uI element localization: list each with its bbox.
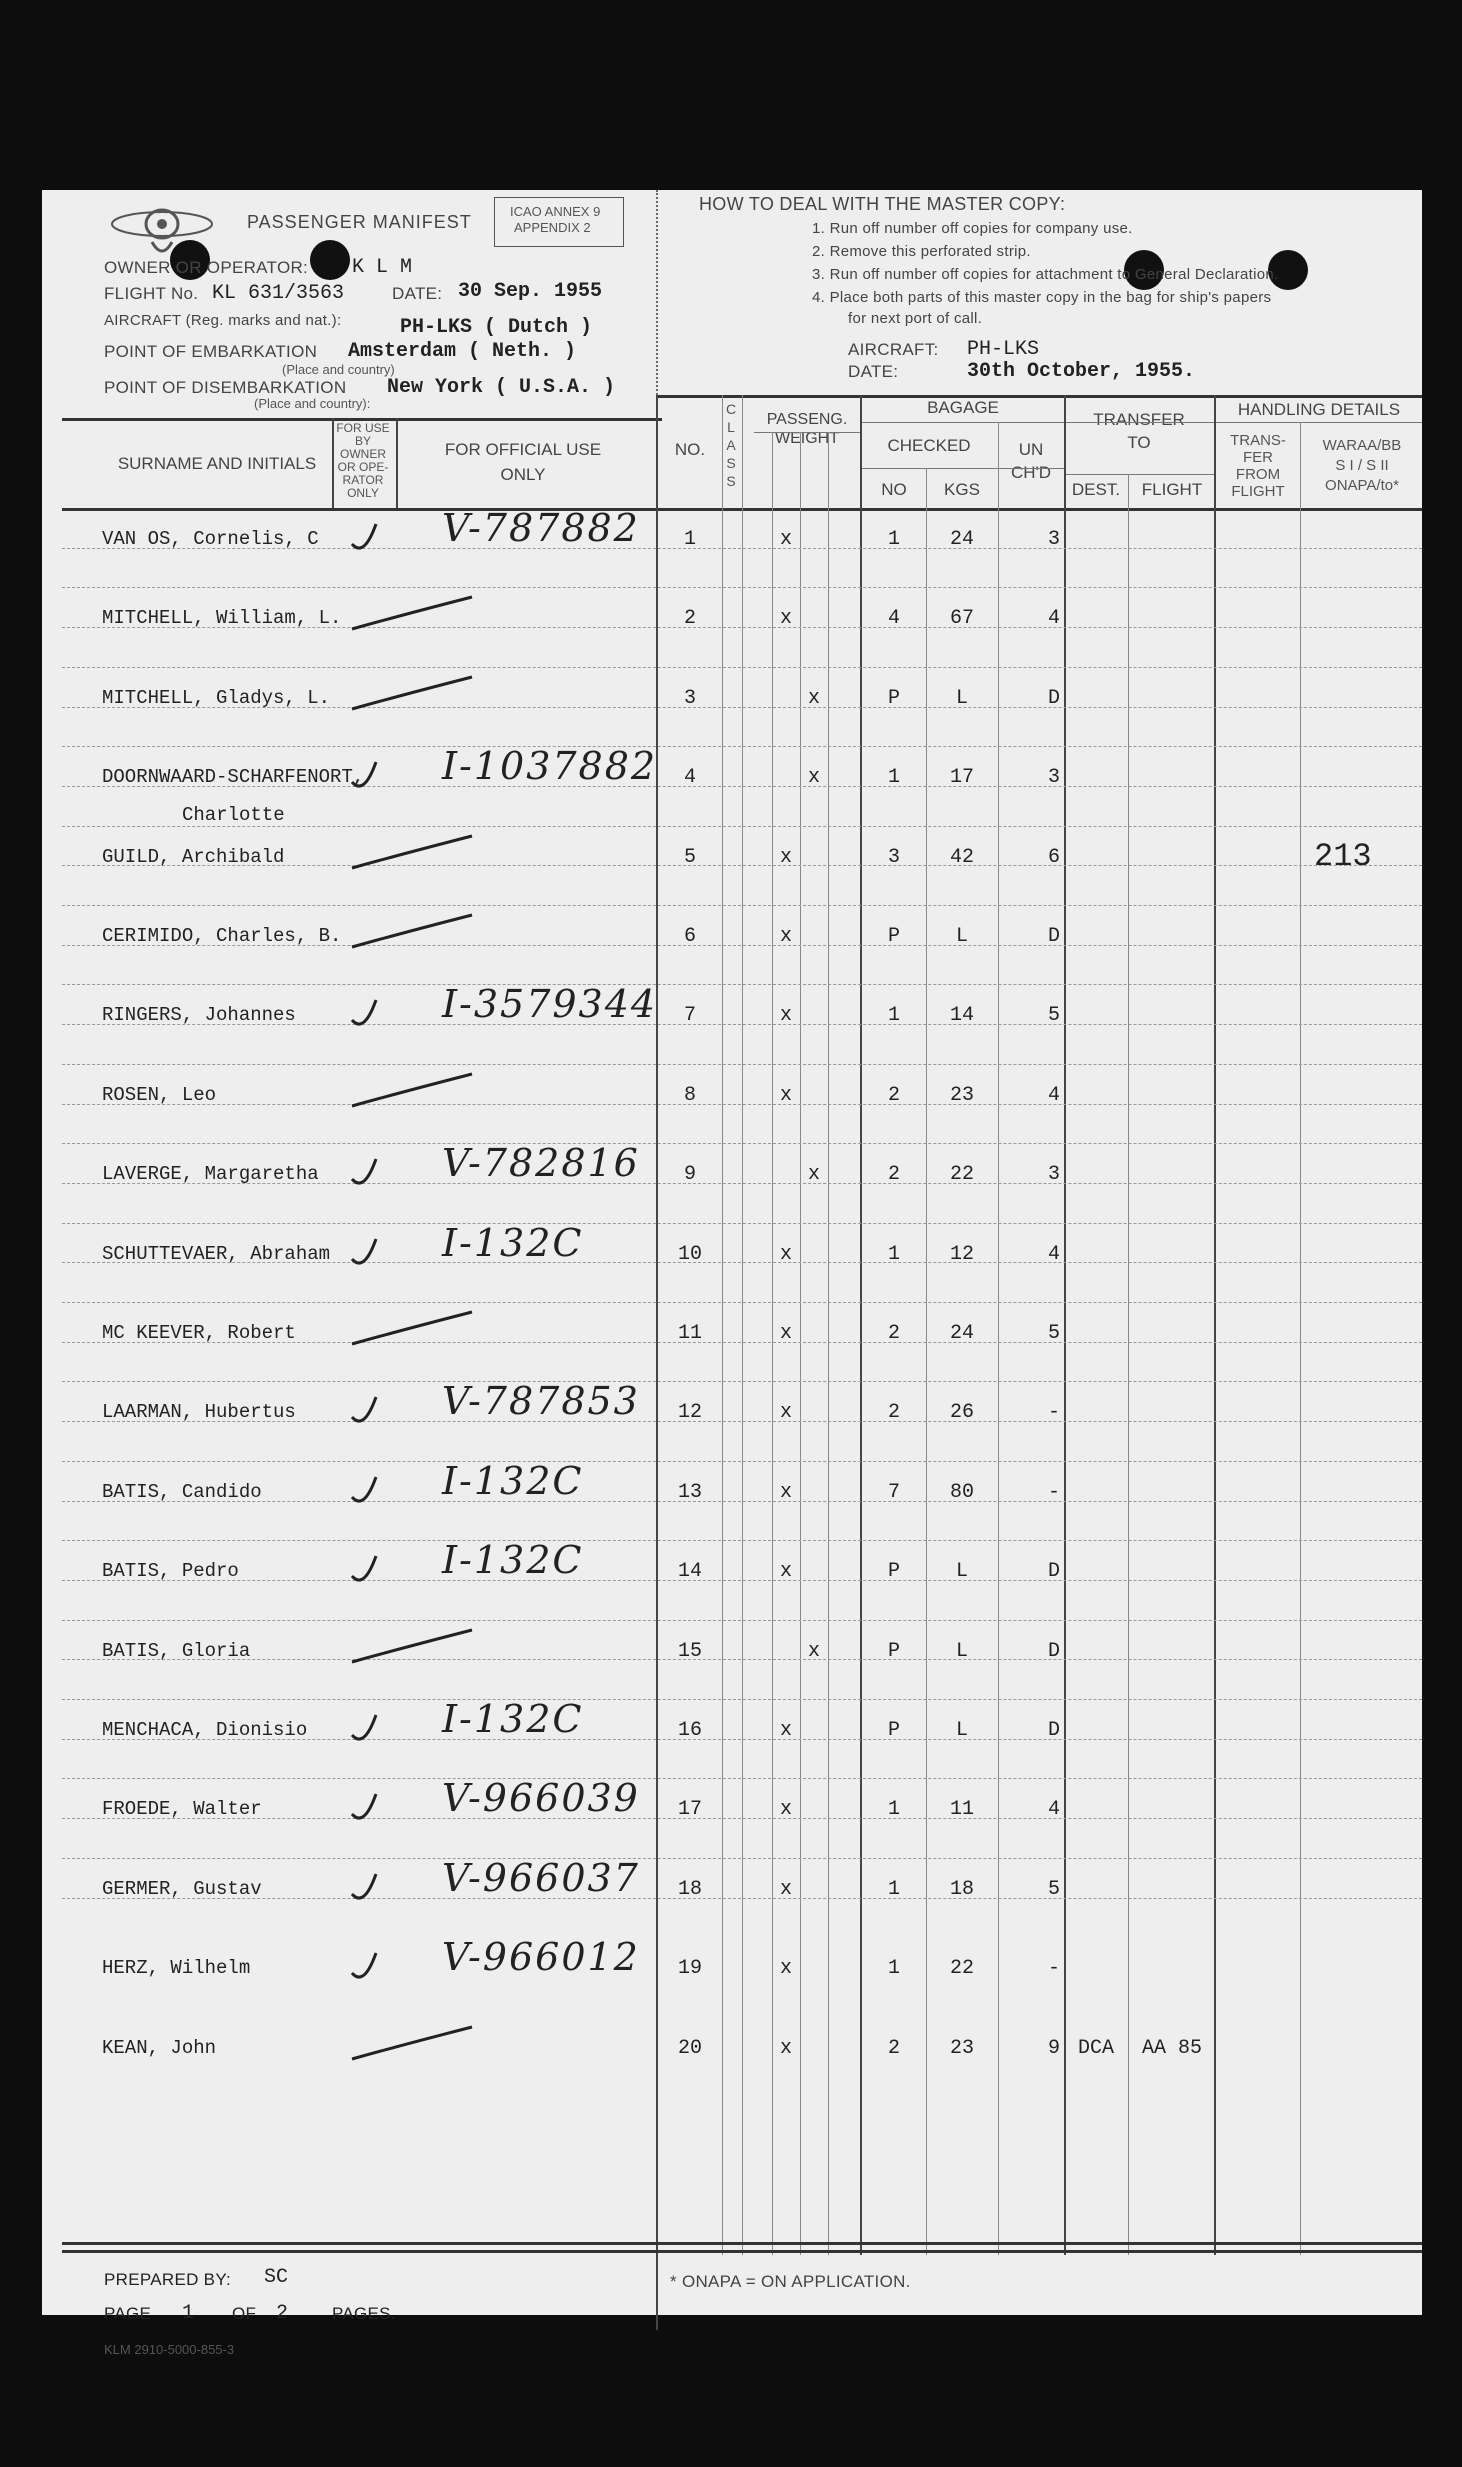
passenger-name: GUILD, Archibald <box>102 846 285 868</box>
weight-mark: x <box>807 766 820 789</box>
col-surname: SURNAME AND INITIALS <box>117 454 317 473</box>
icao-line1: ICAO ANNEX 9 <box>510 204 601 219</box>
passenger-no: 16 <box>677 1719 702 1742</box>
baggage-kgs: L <box>955 925 968 948</box>
col-divider <box>332 418 334 508</box>
col-transfer-from-line: FER <box>1243 449 1273 466</box>
col-divider <box>998 422 999 2255</box>
row-rule <box>62 1223 1422 1224</box>
transfer-dest: DCA <box>1077 2037 1114 2060</box>
header-rule <box>754 432 860 433</box>
pencil-stroke-icon <box>342 1062 482 1122</box>
weight-mark: x <box>779 1719 792 1742</box>
pencil-stroke-icon <box>342 1697 482 1757</box>
baggage-kgs: 11 <box>949 1798 974 1821</box>
passenger-no: 5 <box>683 846 696 869</box>
unchecked: 5 <box>1047 1878 1060 1901</box>
passenger-no: 1 <box>683 528 696 551</box>
baggage-kgs: 14 <box>949 1004 974 1027</box>
unchecked: 6 <box>1047 846 1060 869</box>
weight-mark: x <box>779 1243 792 1266</box>
baggage-no: P <box>887 687 900 710</box>
row-rule <box>62 1699 1422 1700</box>
passenger-no: 2 <box>683 607 696 630</box>
col-waraa-line: S I / S II <box>1335 457 1389 474</box>
baggage-kgs: 80 <box>949 1481 974 1504</box>
unchecked: 5 <box>1047 1322 1060 1345</box>
row-rule <box>62 1064 1422 1065</box>
page-value: 1 <box>182 2302 195 2325</box>
col-weight-line: WEIGHT <box>775 430 839 447</box>
baggage-kgs: 17 <box>949 766 974 789</box>
col-divider <box>1128 474 1129 2255</box>
passenger-no: 7 <box>683 1004 696 1027</box>
header-rule <box>1064 474 1214 475</box>
baggage-no: 2 <box>887 1084 900 1107</box>
instructions-date-label: DATE: <box>848 362 899 381</box>
instructions-date-value: 30th October, 1955. <box>967 360 1196 383</box>
col-for-use-line: OR OPE- <box>337 460 389 474</box>
pencil-stroke-icon <box>342 1776 482 1836</box>
passenger-name: KEAN, John <box>102 2037 217 2059</box>
baggage-no: 1 <box>887 1004 900 1027</box>
col-divider <box>1214 395 1216 2255</box>
passenger-name: BATIS, Pedro <box>102 1560 239 1582</box>
col-handling: HANDLING DETAILS <box>1237 400 1401 419</box>
pencil-stroke-icon <box>342 1538 482 1598</box>
manifest-title: PASSENGER MANIFEST <box>247 212 472 232</box>
passenger-no: 14 <box>677 1560 702 1583</box>
row-rule <box>62 1143 1422 1144</box>
unchecked: 5 <box>1047 1004 1060 1027</box>
passenger-no: 15 <box>677 1640 702 1663</box>
flight-value: KL 631/3563 <box>212 282 345 305</box>
col-divider <box>396 418 398 508</box>
pencil-stroke-icon <box>342 744 482 804</box>
passenger-name: MITCHELL, Gladys, L. <box>102 687 331 709</box>
weight-mark: x <box>779 1084 792 1107</box>
weight-mark: x <box>779 1798 792 1821</box>
unchecked: - <box>1047 1957 1060 1980</box>
passenger-name: DOORNWAARD-SCHARFENORT, <box>102 766 365 788</box>
owner-value: K L M <box>352 256 413 279</box>
weight-mark: x <box>779 1004 792 1027</box>
passenger-no: 19 <box>677 1957 702 1980</box>
row-rule <box>62 1381 1422 1382</box>
passenger-no: 11 <box>677 1322 702 1345</box>
passenger-name: ROSEN, Leo <box>102 1084 217 1106</box>
col-for-use-line: ONLY <box>347 486 379 500</box>
unchecked: 3 <box>1047 766 1060 789</box>
prepared-value: SC <box>264 2266 289 2289</box>
col-unchd <box>998 440 1064 482</box>
official-use-number: V-966012 <box>442 1935 640 1979</box>
row-rule <box>62 984 1422 985</box>
row-rule <box>62 1580 1422 1581</box>
col-for-use-line: BY <box>354 434 371 448</box>
baggage-kgs: 12 <box>949 1243 974 1266</box>
baggage-no: 1 <box>887 528 900 551</box>
weight-mark: x <box>779 1560 792 1583</box>
weight-mark: x <box>807 1640 820 1663</box>
row-rule <box>62 1104 1422 1105</box>
unchecked: D <box>1047 1560 1060 1583</box>
unchecked: 4 <box>1047 607 1060 630</box>
passenger-no: 17 <box>677 1798 702 1821</box>
col-divider <box>800 432 801 2255</box>
row-rule <box>62 1540 1422 1541</box>
pencil-stroke-icon <box>342 1618 482 1678</box>
passenger-name: GERMER, Gustav <box>102 1878 262 1900</box>
passenger-name: HERZ, Wilhelm <box>102 1957 251 1979</box>
baggage-kgs: 23 <box>949 2037 974 2060</box>
col-transfer-from <box>1216 432 1300 500</box>
baggage-no: P <box>887 1719 900 1742</box>
col-divider <box>926 468 927 2255</box>
row-rule <box>62 1898 1422 1899</box>
row-rule <box>62 1620 1422 1621</box>
instruction-item: 4. Place both parts of this master copy in the bag for ship's papers <box>812 289 1272 306</box>
col-divider <box>1300 422 1301 2255</box>
weight-mark: x <box>807 1163 820 1186</box>
date-value: 30 Sep. 1955 <box>458 280 603 303</box>
baggage-kgs: 23 <box>949 1084 974 1107</box>
passenger-no: 9 <box>683 1163 696 1186</box>
embark-label: POINT OF EMBARKATION <box>104 342 318 361</box>
baggage-kgs: 24 <box>949 1322 974 1345</box>
col-official-line: ONLY <box>500 465 546 484</box>
col-weight <box>754 410 860 448</box>
unchecked: 4 <box>1047 1084 1060 1107</box>
official-use-number: V-782816 <box>442 1141 640 1185</box>
row-rule <box>62 826 1422 827</box>
col-flight: FLIGHT <box>1141 480 1203 499</box>
col-divider <box>722 395 723 2255</box>
passenger-name: BATIS, Gloria <box>102 1640 251 1662</box>
footer-rule <box>62 2250 1422 2253</box>
official-use-number: I-132C <box>442 1697 584 1741</box>
pencil-stroke-icon <box>342 1459 482 1519</box>
col-official <box>398 440 648 484</box>
col-checked: CHECKED <box>887 436 971 455</box>
pencil-stroke-icon <box>342 2015 482 2075</box>
row-rule <box>62 667 1422 668</box>
weight-mark: x <box>807 687 820 710</box>
col-divider <box>656 395 658 2330</box>
weight-mark: x <box>779 2037 792 2060</box>
pencil-stroke-icon <box>342 1300 482 1360</box>
pencil-stroke-icon <box>342 1221 482 1281</box>
pencil-stroke-icon <box>342 506 482 566</box>
col-transfer-from-line: TRANS- <box>1230 432 1286 449</box>
weight-mark: x <box>779 1878 792 1901</box>
disembark-value: New York ( U.S.A. ) <box>387 376 616 399</box>
official-use-number: I-3579344 <box>442 982 658 1026</box>
weight-mark: x <box>779 846 792 869</box>
footer-rule <box>62 2242 1422 2245</box>
baggage-kgs: 26 <box>949 1401 974 1424</box>
onapa-note: * ONAPA = ON APPLICATION. <box>670 2272 911 2291</box>
col-checked-kgs: KGS <box>944 480 980 499</box>
instruction-item: 1. Run off number off copies for company use. <box>812 220 1133 237</box>
col-unchd-line: UN <box>1018 440 1044 459</box>
passenger-name: CERIMIDO, Charles, B. <box>102 925 342 947</box>
baggage-no: 2 <box>887 1401 900 1424</box>
header-rule <box>862 422 1422 423</box>
passenger-name: VAN OS, Cornelis, C <box>102 528 319 550</box>
baggage-no: 1 <box>887 1878 900 1901</box>
row-rule <box>62 1858 1422 1859</box>
form-number: KLM 2910-5000-855-3 <box>104 2342 235 2357</box>
weight-mark: x <box>779 1322 792 1345</box>
official-use-number: V-787882 <box>442 506 640 550</box>
page-label: PAGE <box>104 2304 152 2323</box>
col-for-use-line: FOR USE <box>336 421 390 435</box>
col-transfer-line: TRANSFER <box>1093 410 1185 429</box>
passenger-name: FROEDE, Walter <box>102 1798 262 1820</box>
baggage-no: 2 <box>887 2037 900 2060</box>
passenger-no: 12 <box>677 1401 702 1424</box>
pencil-stroke-icon <box>342 982 482 1042</box>
passenger-name: LAVERGE, Margaretha <box>102 1163 319 1185</box>
col-divider <box>772 432 773 2255</box>
transfer-flight: AA 85 <box>1141 2037 1202 2060</box>
baggage-kgs: 22 <box>949 1163 974 1186</box>
klm-logo-icon <box>107 202 217 262</box>
baggage-no: 7 <box>887 1481 900 1504</box>
passenger-no: 3 <box>683 687 696 710</box>
baggage-no: 1 <box>887 766 900 789</box>
col-divider <box>742 395 743 2255</box>
of-value: 2 <box>276 2302 289 2325</box>
row-rule <box>62 1461 1422 1462</box>
unchecked: 4 <box>1047 1798 1060 1821</box>
prepared-label: PREPARED BY: <box>104 2270 232 2289</box>
official-use-number: I-132C <box>442 1538 584 1582</box>
baggage-no: 4 <box>887 607 900 630</box>
manifest-sheet <box>42 190 1422 2357</box>
weight-mark: x <box>779 607 792 630</box>
baggage-kgs: 42 <box>949 846 974 869</box>
row-rule <box>62 1302 1422 1303</box>
annotation-213: 213 <box>1314 838 1372 875</box>
official-use-number: I-1037882 <box>442 744 658 788</box>
baggage-no: P <box>887 925 900 948</box>
passenger-no: 8 <box>683 1084 696 1107</box>
baggage-no: 1 <box>887 1243 900 1266</box>
col-weight-line: PASSENG. <box>766 411 848 428</box>
instruction-item-cont: for next port of call. <box>848 310 983 327</box>
col-class: C L A S S <box>726 401 737 489</box>
baggage-no: 2 <box>887 1322 900 1345</box>
unchecked: - <box>1047 1481 1060 1504</box>
col-transfer-from-line: FLIGHT <box>1231 483 1285 500</box>
baggage-kgs: 22 <box>949 1957 974 1980</box>
instructions-aircraft-label: AIRCRAFT: <box>848 340 939 359</box>
col-for-use-line: OWNER <box>340 447 386 461</box>
weight-mark: x <box>779 1481 792 1504</box>
col-checked-no: NO <box>881 480 907 499</box>
pencil-stroke-icon <box>342 665 482 725</box>
punch-hole <box>310 240 350 280</box>
header-rule <box>862 468 1064 469</box>
col-official-line: FOR OFFICIAL USE <box>444 440 602 459</box>
baggage-kgs: L <box>955 1719 968 1742</box>
col-unchd-line: CH'D <box>1010 463 1052 482</box>
passenger-no: 4 <box>683 766 696 789</box>
row-rule <box>62 746 1422 747</box>
col-dest: DEST. <box>1071 480 1121 499</box>
baggage-kgs: L <box>955 1640 968 1663</box>
baggage-kgs: 18 <box>949 1878 974 1901</box>
baggage-no: 1 <box>887 1957 900 1980</box>
baggage-no: 2 <box>887 1163 900 1186</box>
baggage-no: P <box>887 1640 900 1663</box>
place-country-hint: (Place and country) <box>282 362 395 377</box>
col-for-use-line: RATOR <box>342 473 384 487</box>
official-use-number: V-966039 <box>442 1776 640 1820</box>
col-waraa-line: WARAA/BB <box>1322 437 1402 454</box>
pencil-stroke-icon <box>342 1141 482 1201</box>
baggage-kgs: 24 <box>949 528 974 551</box>
passenger-no: 6 <box>683 925 696 948</box>
unchecked: 9 <box>1047 2037 1060 2060</box>
row-rule <box>62 1659 1422 1660</box>
official-use-number: V-787853 <box>442 1379 640 1423</box>
baggage-no: 3 <box>887 846 900 869</box>
unchecked: D <box>1047 1640 1060 1663</box>
unchecked: D <box>1047 1719 1060 1742</box>
embark-value: Amsterdam ( Neth. ) <box>348 340 577 363</box>
of-label: OF <box>232 2304 257 2323</box>
unchecked: 3 <box>1047 1163 1060 1186</box>
baggage-no: P <box>887 1560 900 1583</box>
passenger-no: 13 <box>677 1481 702 1504</box>
passenger-name-cont: Charlotte <box>182 804 285 826</box>
passenger-name: MC KEEVER, Robert <box>102 1322 296 1344</box>
weight-mark: x <box>779 528 792 551</box>
weight-mark: x <box>779 925 792 948</box>
row-rule <box>62 905 1422 906</box>
col-no: NO. <box>674 440 706 459</box>
instructions-aircraft-value: PH-LKS <box>967 338 1040 361</box>
pencil-stroke-icon <box>342 1935 482 1995</box>
col-transfer-from-line: FROM <box>1235 466 1281 483</box>
instruction-item: 2. Remove this perforated strip. <box>812 243 1031 260</box>
disembark-label: POINT OF DISEMBARKATION <box>104 378 347 397</box>
passenger-name: MITCHELL, William, L. <box>102 607 342 629</box>
aircraft-label: AIRCRAFT (Reg. marks and nat.): <box>104 312 342 329</box>
instructions-title: HOW TO DEAL WITH THE MASTER COPY: <box>699 194 1066 214</box>
baggage-kgs: 67 <box>949 607 974 630</box>
pages-label: PAGES. <box>332 2304 396 2323</box>
official-use-number: V-966037 <box>442 1856 640 1900</box>
perforation-line <box>656 190 658 395</box>
passenger-no: 20 <box>677 2037 702 2060</box>
col-transfer-line: TO <box>1127 433 1151 452</box>
baggage-kgs: L <box>955 687 968 710</box>
official-use-number: I-132C <box>442 1221 584 1265</box>
passenger-name: LAARMAN, Hubertus <box>102 1401 296 1423</box>
date-label: DATE: <box>392 284 443 303</box>
aircraft-value: PH-LKS ( Dutch ) <box>400 316 593 339</box>
unchecked: D <box>1047 925 1060 948</box>
instruction-item: 3. Run off number off copies for attachment to General Declaration. <box>812 266 1279 283</box>
col-transfer <box>1064 410 1214 452</box>
official-use-number: I-132C <box>442 1459 584 1503</box>
baggage-kgs: L <box>955 1560 968 1583</box>
weight-mark: x <box>779 1957 792 1980</box>
col-baggage: BAGAGE <box>927 398 999 417</box>
col-waraa <box>1302 436 1422 496</box>
passenger-name: BATIS, Candido <box>102 1481 262 1503</box>
pencil-stroke-icon <box>342 824 482 884</box>
baggage-no: 1 <box>887 1798 900 1821</box>
unchecked: 4 <box>1047 1243 1060 1266</box>
place-country-hint-2: (Place and country): <box>254 396 371 411</box>
col-waraa-line: ONAPA/to* <box>1325 477 1399 494</box>
row-rule <box>62 587 1422 588</box>
pencil-stroke-icon <box>342 585 482 645</box>
row-rule <box>62 1818 1422 1819</box>
passenger-no: 18 <box>677 1878 702 1901</box>
flight-label: FLIGHT No. <box>104 284 199 303</box>
row-rule <box>62 1501 1422 1502</box>
row-rule <box>62 1778 1422 1779</box>
passenger-name: MENCHACA, Dionisio <box>102 1719 308 1741</box>
passenger-name: RINGERS, Johannes <box>102 1004 296 1026</box>
icao-line2: APPENDIX 2 <box>514 220 591 235</box>
passenger-name: SCHUTTEVAER, Abraham <box>102 1243 331 1265</box>
pencil-stroke-icon <box>342 903 482 963</box>
col-for-use <box>330 422 396 500</box>
weight-mark: x <box>779 1401 792 1424</box>
owner-label: OWNER OR OPERATOR: <box>104 258 309 277</box>
unchecked: 3 <box>1047 528 1060 551</box>
unchecked: - <box>1047 1401 1060 1424</box>
passenger-no: 10 <box>677 1243 702 1266</box>
col-divider <box>828 432 829 2255</box>
pencil-stroke-icon <box>342 1856 482 1916</box>
unchecked: D <box>1047 687 1060 710</box>
pencil-stroke-icon <box>342 1379 482 1439</box>
